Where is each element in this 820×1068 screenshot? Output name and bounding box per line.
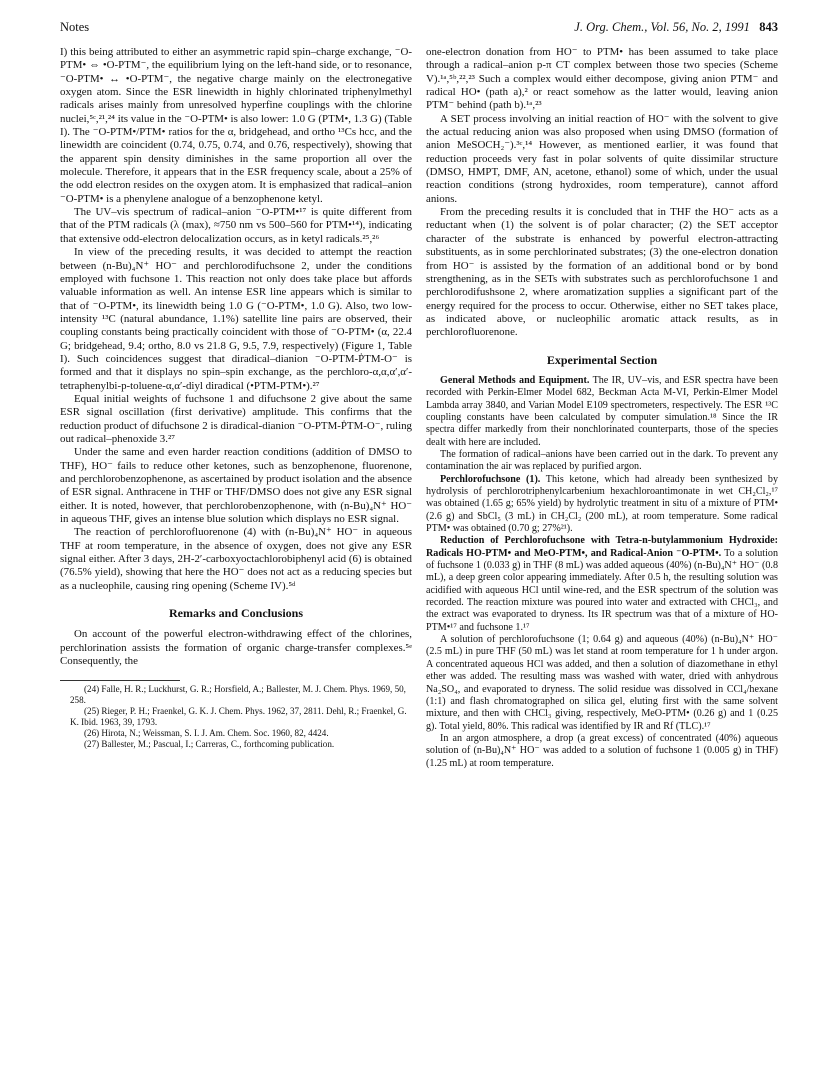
paragraph-text: To a solution of fuchsone 1 (0.033 g) in THF (8 mL) was added aqueous (40%) (n-Bu)₄N⁺ HO⁻ (0.8 mL), a deep green color appearing immediately. After 0.5 h, the resulting solution was acidified with aqueous HCl until wine-red, and the ESR spectrum of the solution was recorded. The reaction mixture was poured into water and extracted with CHCl₃, and the extract was evaporated to dryness. Its IR spectrum was that of a mixture of HO-PTM•¹⁷ and fuchsone 1.¹⁷ — [426, 547, 779, 633]
experimental-paragraph — [426, 474, 778, 536]
run-in-heading: General Methods and Equipment. — [440, 374, 590, 386]
body-paragraph: The UV–vis spectrum of radical–anion ⁻O-PTM•¹⁷ is quite different from that of the PTM radicals (λ (max), ≈750 nm vs 500–560 for PTM•¹⁴), indicating that extensive odd-electron delocalization occurs, as in ketyl radicals.²⁵,²⁶ — [60, 206, 412, 245]
footnotes — [60, 684, 412, 750]
paragraph-text: The formation of radical–anions have been carried out in the dark. To prevent any contamination the air was replaced by purified argon. — [426, 448, 778, 473]
experimental-paragraph — [426, 634, 778, 733]
footnote: (27) Ballester, M.; Pascual, I.; Carreras, C., forthcoming publication. — [84, 739, 335, 750]
header-journal: J. Org. Chem., Vol. 56, No. 2, 1991 — [574, 20, 750, 34]
experimental-paragraph — [426, 449, 778, 474]
right-column — [426, 46, 778, 770]
experimental-section — [426, 375, 778, 770]
running-header — [60, 20, 778, 38]
header-section-label: Notes — [60, 20, 90, 34]
run-in-heading: Perchlorofuchsone (1). — [440, 473, 541, 485]
paragraph-text: The IR, UV–vis, and ESR spectra have been recorded with Perkin-Elmer Model 682, Beckman Acta M-VI, Perkin-Elmer Model Lambda array 3840, and Varian Model E109 spectrometers, respectively. The ESR ¹³C coupling constants have been calculated by computer simulation.¹⁸ Since the IR spectra differ markedly from their nonchlorinated counterparts, those of the species dealt with here are included. — [426, 374, 778, 448]
experimental-paragraph — [426, 375, 778, 449]
footnote: (24) Falle, H. R.; Luckhurst, G. R.; Horsfield, A.; Ballester, M. J. Chem. Phys. 1969, 50, 258. — [70, 684, 406, 706]
paragraph-text: A solution of perchlorofuchsone (1; 0.64 g) and aqueous (40%) (n-Bu)₄N⁺ HO⁻ (2.5 mL) in pure THF (50 mL) was let stand at room temperature for 1 h under argon. A concentrated aqueous HCl was added, and then a solution of diazomethane in ethyl ether was added. The resulting mass was washed with water, dried with anhydrous Na₂SO₄, and evaporated to dryness. The solid residue was dissolved in CCl₄/hexane (1:1) and flash chromatographed on silica gel, eluting first with the same solvent mixture, and then with CHCl₃ giving, respectively, MeO-PTM• (0.26 g) and 1 (0.25 g). Total yield, 80%. This radical was identified by IR and Rf (TLC).¹⁷ — [426, 634, 778, 732]
body-paragraph: Equal initial weights of fuchsone 1 and difuchsone 2 give about the same ESR signal oscillation (first derivative) amplitude. This confirms that the reduction product of difuchsone 2 is diradical-dianion ⁻O-PTM-ṖTM-O⁻, ruling out radical–phenoxide 3.²⁷ — [60, 392, 412, 445]
footnote: (25) Rieger, P. H.; Fraenkel, G. K. J. Chem. Phys. 1962, 37, 2811. Dehl, R.; Fraenkel, G. K. Ibid. 1963, 39, 1793. — [70, 706, 407, 728]
body-paragraph: The reaction of perchlorofluorenone (4) with (n-Bu)₄N⁺ HO⁻ in aqueous THF at room temperature, in the absence of oxygen, does not give any ESR signal either. After 3 days, 2H-2′-carboxyoctachlorobiphenyl acid (6) is obtained (76.5% yield), showing that here the HO⁻ does not act as a reducing species but as a nucleophile, causing ring opening (Scheme IV).⁵ᵈ — [60, 526, 412, 592]
section-heading-remarks: Remarks and Conclusions — [168, 606, 304, 621]
footnote: (26) Hirota, N.; Weissman, S. I. J. Am. Chem. Soc. 1960, 82, 4424. — [84, 728, 329, 739]
header-journal-citation — [574, 20, 778, 35]
page-number: 843 — [759, 20, 778, 34]
paragraph-text: In an argon atmosphere, a drop (a great excess) of concentrated (40%) aqueous solution of (n-Bu)₄N⁺ HO⁻ was added to a solution of fuchsone 1 (0.005 g) in THF) (1.25 mL) at room temperature. — [426, 732, 778, 769]
body-paragraph: On account of the powerful electron-withdrawing effect of the chlorines, perchlorination assists the formation of organic charge-transfer complexes.⁵ᵉ Consequently, the — [60, 628, 412, 668]
body-paragraph: A SET process involving an initial reaction of HO⁻ with the solvent to give the actual reducing anion was also proposed when using DMSO (formation of anion MeSOCH₂⁻).³ᶜ,¹⁴ However, as mentioned earlier, it was found that reduction proceeds very fast in polar solvents of quite dissimilar structure (DMSO, HMPT, DMF, AN, acetone, ethanol) some of which, under the usual reaction conditions (strong hydroxides, room temperature), cannot afford anions. — [426, 112, 778, 205]
section-heading-experimental: Experimental Section — [546, 352, 658, 367]
run-in-heading: Reduction of Perchlorofuchsone with Tetra-n-butylammonium Hydroxide: Radicals HO-PTM• and MeO-PTM•, and Radical-Anion ⁻O-PTM•. — [426, 535, 778, 559]
footnote-rule — [60, 680, 180, 681]
left-column — [60, 46, 412, 750]
body-paragraph: Under the same and even harder reaction conditions (addition of DMSO to THF), HO⁻ fails to reduce other ketones, such as benzophenone, fluorenone, and perchlorobenzophenone, as ascertained by product isolation and the absence of ESR signal. Anthracene in THF or THF/DMSO does not give any ESR signal either. It is noted, however, that perchlorobenzophenone, with (n-Bu)₄N⁺ HO⁻ in aqueous THF, gives an intense blue solution which displays no ESR signal. — [60, 446, 412, 526]
body-paragraph: one-electron donation from HO⁻ to PTM• has been assumed to take place through a radical–anion p-π CT complex between those two species (Scheme V).¹ᵃ,⁵ᵇ,²²,²³ Such a complex would either decompose, giving anion PTM⁻ and radical HO• (path a),² or react somehow as the latter would, leaving anion PTM⁻ behind (path b).¹ᵃ,²³ — [426, 46, 778, 112]
paragraph-text: This ketone, which had already been synthesized by hydrolysis of perchlorotriphenylcarbenium hexachloroantimonate in wet CH₂Cl₂,¹⁷ was obtained (1.65 g; 65% yield) by hydrolytic treatment in situ of a mixture of PTM• (2.6 g) and SbCl₅ (3 mL) in CH₂Cl₂ (200 mL), at room temperature. Some radical PTM• was obtained (0.70 g; 27%²¹). — [426, 473, 778, 535]
body-paragraph: From the preceding results it is concluded that in THF the HO⁻ acts as a reductant when (1) the solvent is of polar character; (2) the SET acceptor character of the substrate is enhanced by powerful electron-attracting substituents, as in some perchlorinated substrates; (3) the one-electron donation from HO⁻ is assisted by the formation of an additional bond or by bond strengthening, as in the SETs with substrates such as perchlorofuchsone 1 and perchlorodifushsone 2, where aromatization supplies a significant part of the energy required for the process to occur. Otherwise, either no SET takes place, as indicated above, or nucleophilic aromatic attack results, as in perchlorofluorenone. — [426, 206, 778, 339]
body-paragraph: In view of the preceding results, it was decided to attempt the reaction between (n-Bu)₄N⁺ HO⁻ and perchlorodifuchsone 2, under the conditions employed with fuchsone 1. This reaction not only does take place but affords valuable information as well. An intense ESR line appears which is similar to that of ⁻O-PTM•, its linewidth being 1.0 G (⁻O-PTM•, 1.0 G). Also, two low-intensity ¹³C (natural abundance, 1.1%) satellite line pairs are observed, their coupling constants being practically coincident with those of ⁻O-PTM• (α, 22.4 G; bridgehead, 9.4; ortho, 8.0 vs 21.8 G, 9.5, 7.9, respectively) (Figure 1, Table I). Such coincidences suggest that diradical–dianion ⁻O-PTM-ṖTM-O⁻ is formed and that it displays no spin–spin exchange, as the perchloro-α,α,α′,α′-tetraphenylbi-p-toluene-α,α′-diyl diradical (•PTM-PTM•).²⁷ — [60, 246, 412, 392]
body-paragraph: I) this being attributed to either an asymmetric rapid spin–charge exchange, ⁻O-PTM• ⇔ •O-PTM⁻, the equilibrium lying on the left-hand side, or to resonance, ⁻O-PTM• ↔ •O-PTM⁻, the negative charge mainly on the electronegative oxygen atom. Since the ESR linewidth in highly chlorinated triphenylmethyl radicals arises mainly from unresolved hyperfine couplings with the chlorine nuclei,⁵ᶜ,²¹,²⁴ its value in the ⁻O-PTM• is also lower: 1.0 G (PTM•, 1.3 G) (Table I). The ⁻O-PTM•/PTM• ratios for the α, bridgehead, and ortho ¹³Cs hcc, and the linewidth are coincident (0.74, 0.75, 0.74, and 0.76, respectively), showing that the apparent spin density diminishes in the same proportion all over the molecule. Therefore, it appears that in the ESR frequency scale, about a 25% of the odd electron resides on the oxygen atom. It is emphasized that radical–anion ⁻O-PTM• is a phenylene analogue of a benzophenone ketyl. — [60, 46, 412, 205]
experimental-paragraph — [426, 733, 778, 770]
experimental-paragraph — [426, 535, 778, 634]
